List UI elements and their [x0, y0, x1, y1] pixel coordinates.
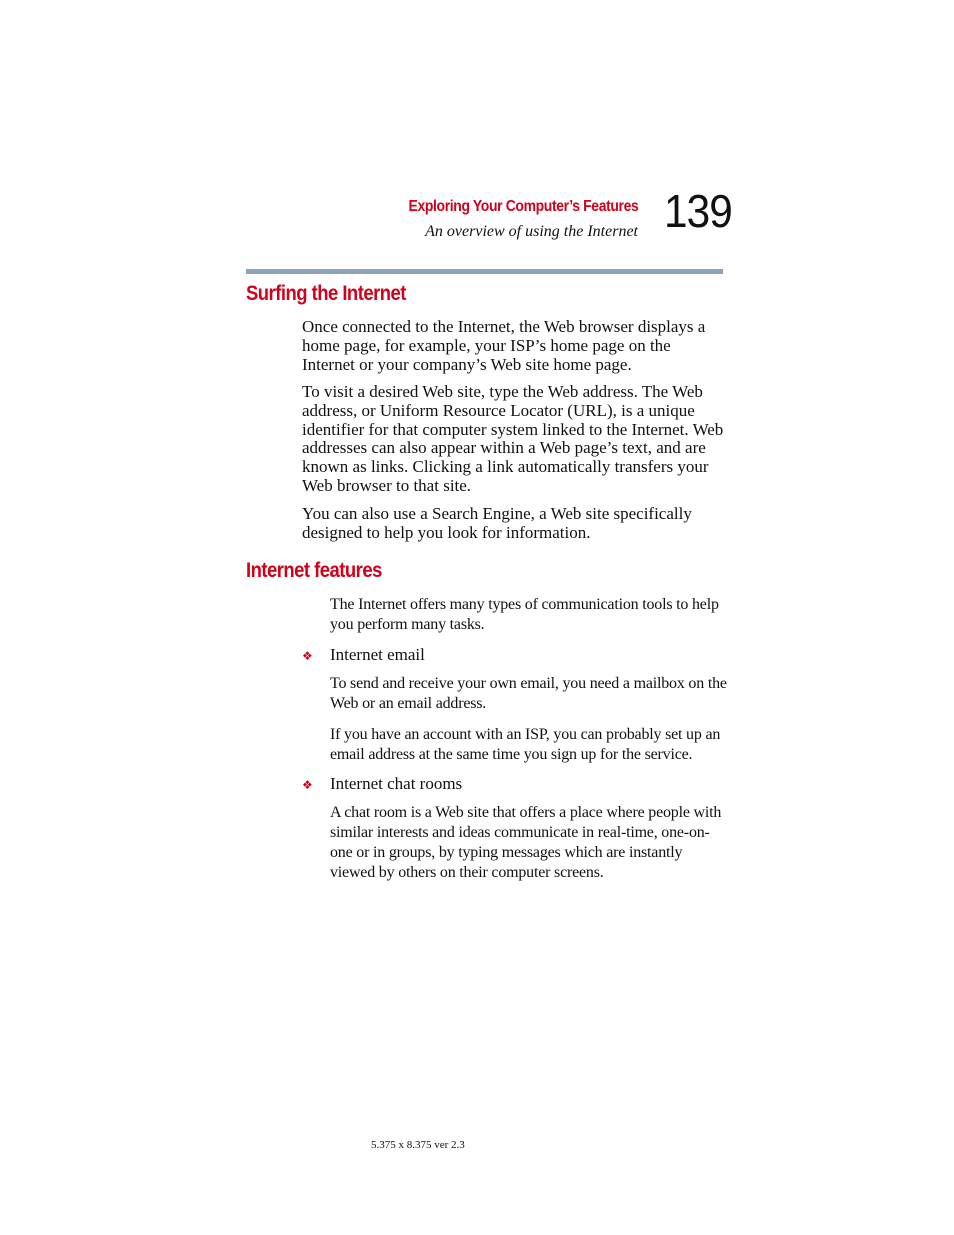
bullet-label-internet-chat-rooms: Internet chat rooms — [330, 774, 463, 793]
heading-internet-features: Internet features — [246, 559, 382, 582]
email-paragraph: If you have an account with an ISP, you can probably set up an email address at the same time you sign up for the service. — [330, 726, 721, 763]
chat-rooms-paragraph: A chat room is a Web site that offers a place where people with similar interests and ideas communicate in real-time, one-on-one or in groups, by typing messages which are instantly viewed by others on their computer screens. — [330, 804, 722, 881]
surfing-paragraph: Once connected to the Internet, the Web browser displays a home page, for example, your ISP’s home page on the Internet or your company’s Web site home page. — [302, 317, 706, 374]
page-number: 139 — [664, 185, 732, 237]
header-rule — [246, 269, 723, 274]
surfing-paragraph: To visit a desired Web site, type the Web address. The Web address, or Uniform Resource Locator (URL), is a unique identifier for that computer system linked to the Internet. Web addresses can also appear within a Web page’s text, and are known as links. Clicking a link automatically transfers your Web browser to that site. — [302, 382, 724, 495]
section-subtitle: An overview of using the Internet — [425, 223, 638, 240]
bullet-label-internet-email: Internet email — [330, 645, 425, 664]
footer-version: 5.375 x 8.375 ver 2.3 — [371, 1139, 465, 1151]
heading-surfing-the-internet: Surfing the Internet — [246, 282, 406, 305]
diamond-bullet-icon: ❖ — [302, 778, 313, 792]
chapter-title: Exploring Your Computer’s Features — [408, 198, 638, 215]
email-paragraph: To send and receive your own email, you need a mailbox on the Web or an email address. — [330, 675, 727, 712]
surfing-paragraph: You can also use a Search Engine, a Web site specifically designed to help you look for information. — [302, 504, 692, 542]
diamond-bullet-icon: ❖ — [302, 649, 313, 663]
features-intro: The Internet offers many types of communication tools to help you perform many tasks. — [330, 596, 719, 633]
